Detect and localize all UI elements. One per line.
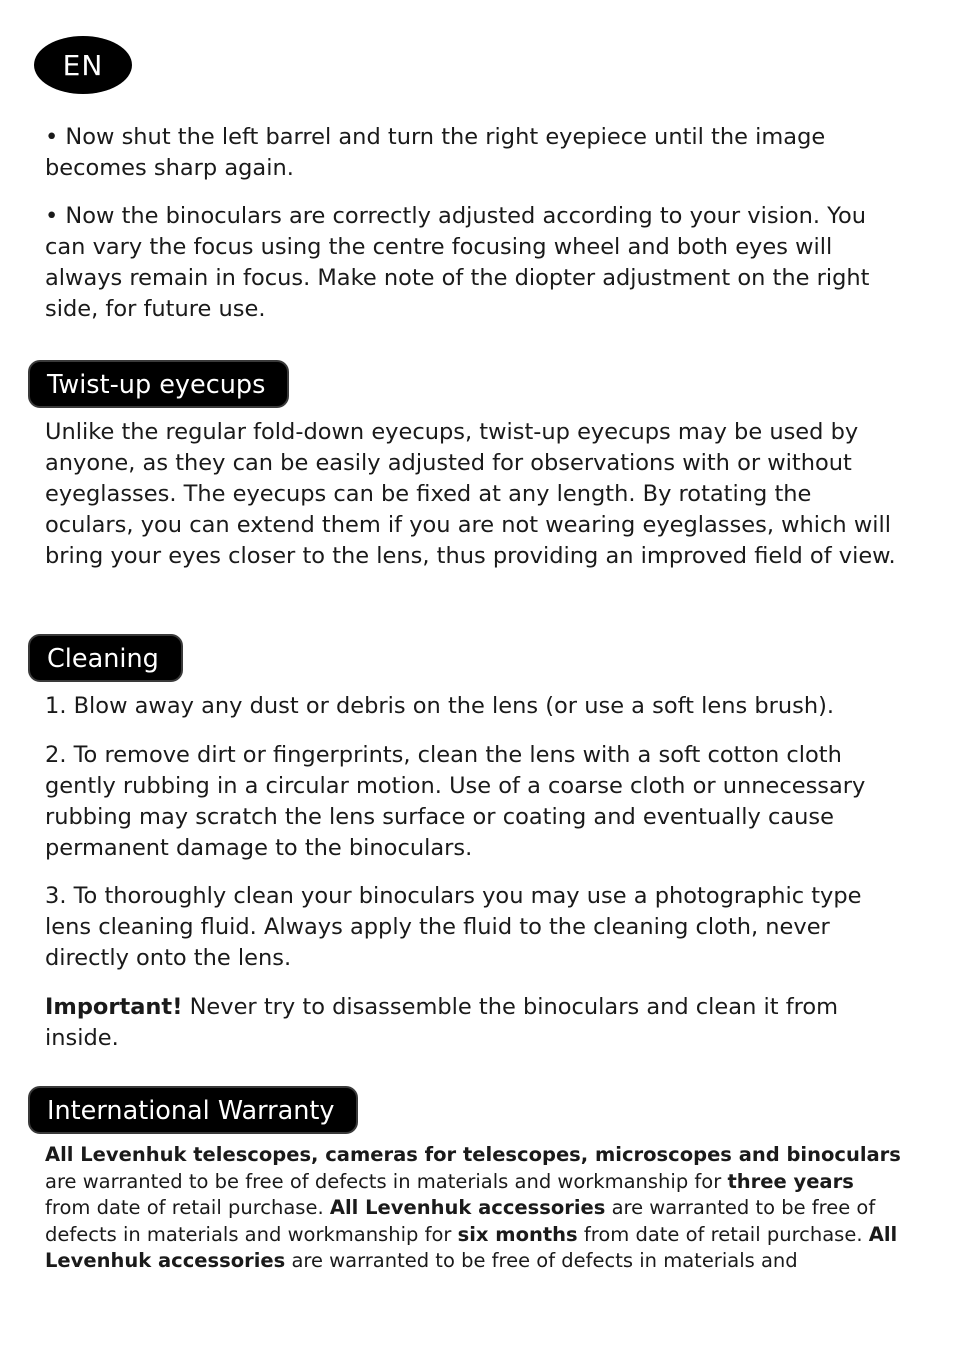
cleaning-step-2: 2. To remove dirt or fingerprints, clean the lens with a soft cotton cloth gently rubbing in a circular motion. Use of a coarse cloth or unnecessary rubbing may scratch the lens surface or coating and eventually cause permanent damage to the binoculars. [45, 742, 866, 861]
heading-international-warranty: International Warranty [28, 1086, 358, 1134]
warranty-bold-3: All Levenhuk accessories [329, 1196, 606, 1220]
cleaning-step-1: 1. Blow away any dust or debris on the lens (or use a soft lens brush). [45, 693, 835, 719]
warranty-text-4: from date of retail purchase. [577, 1222, 869, 1246]
language-badge: EN [34, 36, 132, 94]
warranty-bold-2: three years [727, 1169, 854, 1193]
intro-bullet-1: • Now shut the left barrel and turn the right eyepiece until the image becomes sharp again. [45, 124, 826, 181]
important-label: Important! [45, 994, 183, 1020]
cleaning-step-3: 3. To thoroughly clean your binoculars you may use a photographic type lens cleaning fluid. Always apply the fluid to the cleaning cloth, never directly onto the lens. [45, 883, 862, 971]
warranty-bold-1: All Levenhuk telescopes, cameras for telescopes, microscopes and binoculars [45, 1143, 901, 1166]
warranty-text-5: are warranted to be free of defects in materials and [285, 1249, 798, 1273]
cleaning-important [45, 992, 905, 1054]
intro-bullet-2: • Now the binoculars are correctly adjusted according to your vision. You can vary the focus using the centre focusing wheel and both eyes will always remain in focus. Make note of the diopter adjustment on the right side, for future use. [45, 203, 870, 322]
warranty-bold-5: All Levenhuk accessories [45, 1222, 898, 1273]
eyecups-body: Unlike the regular fold-down eyecups, twist-up eyecups may be used by anyone, as they can be easily adjusted for observations with or without eyeglasses. The eyecups can be fixed at any length. By rotating the oculars, you can extend them if you are not wearing eyeglasses, which will bring your eyes closer to the lens, thus providing an improved field of view. [45, 419, 896, 569]
important-text: Never try to disassemble the binoculars and clean it from inside. [45, 994, 839, 1051]
warranty-body [45, 1142, 905, 1275]
heading-twist-up-eyecups: Twist-up eyecups [28, 360, 289, 408]
warranty-text-1: are warranted to be free of defects in materials and workmanship for [45, 1169, 728, 1193]
warranty-text-3: are warranted to be free of defects in materials and workmanship for [45, 1196, 876, 1246]
warranty-text-2: from date of retail purchase. [45, 1196, 330, 1220]
warranty-bold-4: six months [457, 1222, 578, 1246]
heading-cleaning: Cleaning [28, 634, 183, 682]
